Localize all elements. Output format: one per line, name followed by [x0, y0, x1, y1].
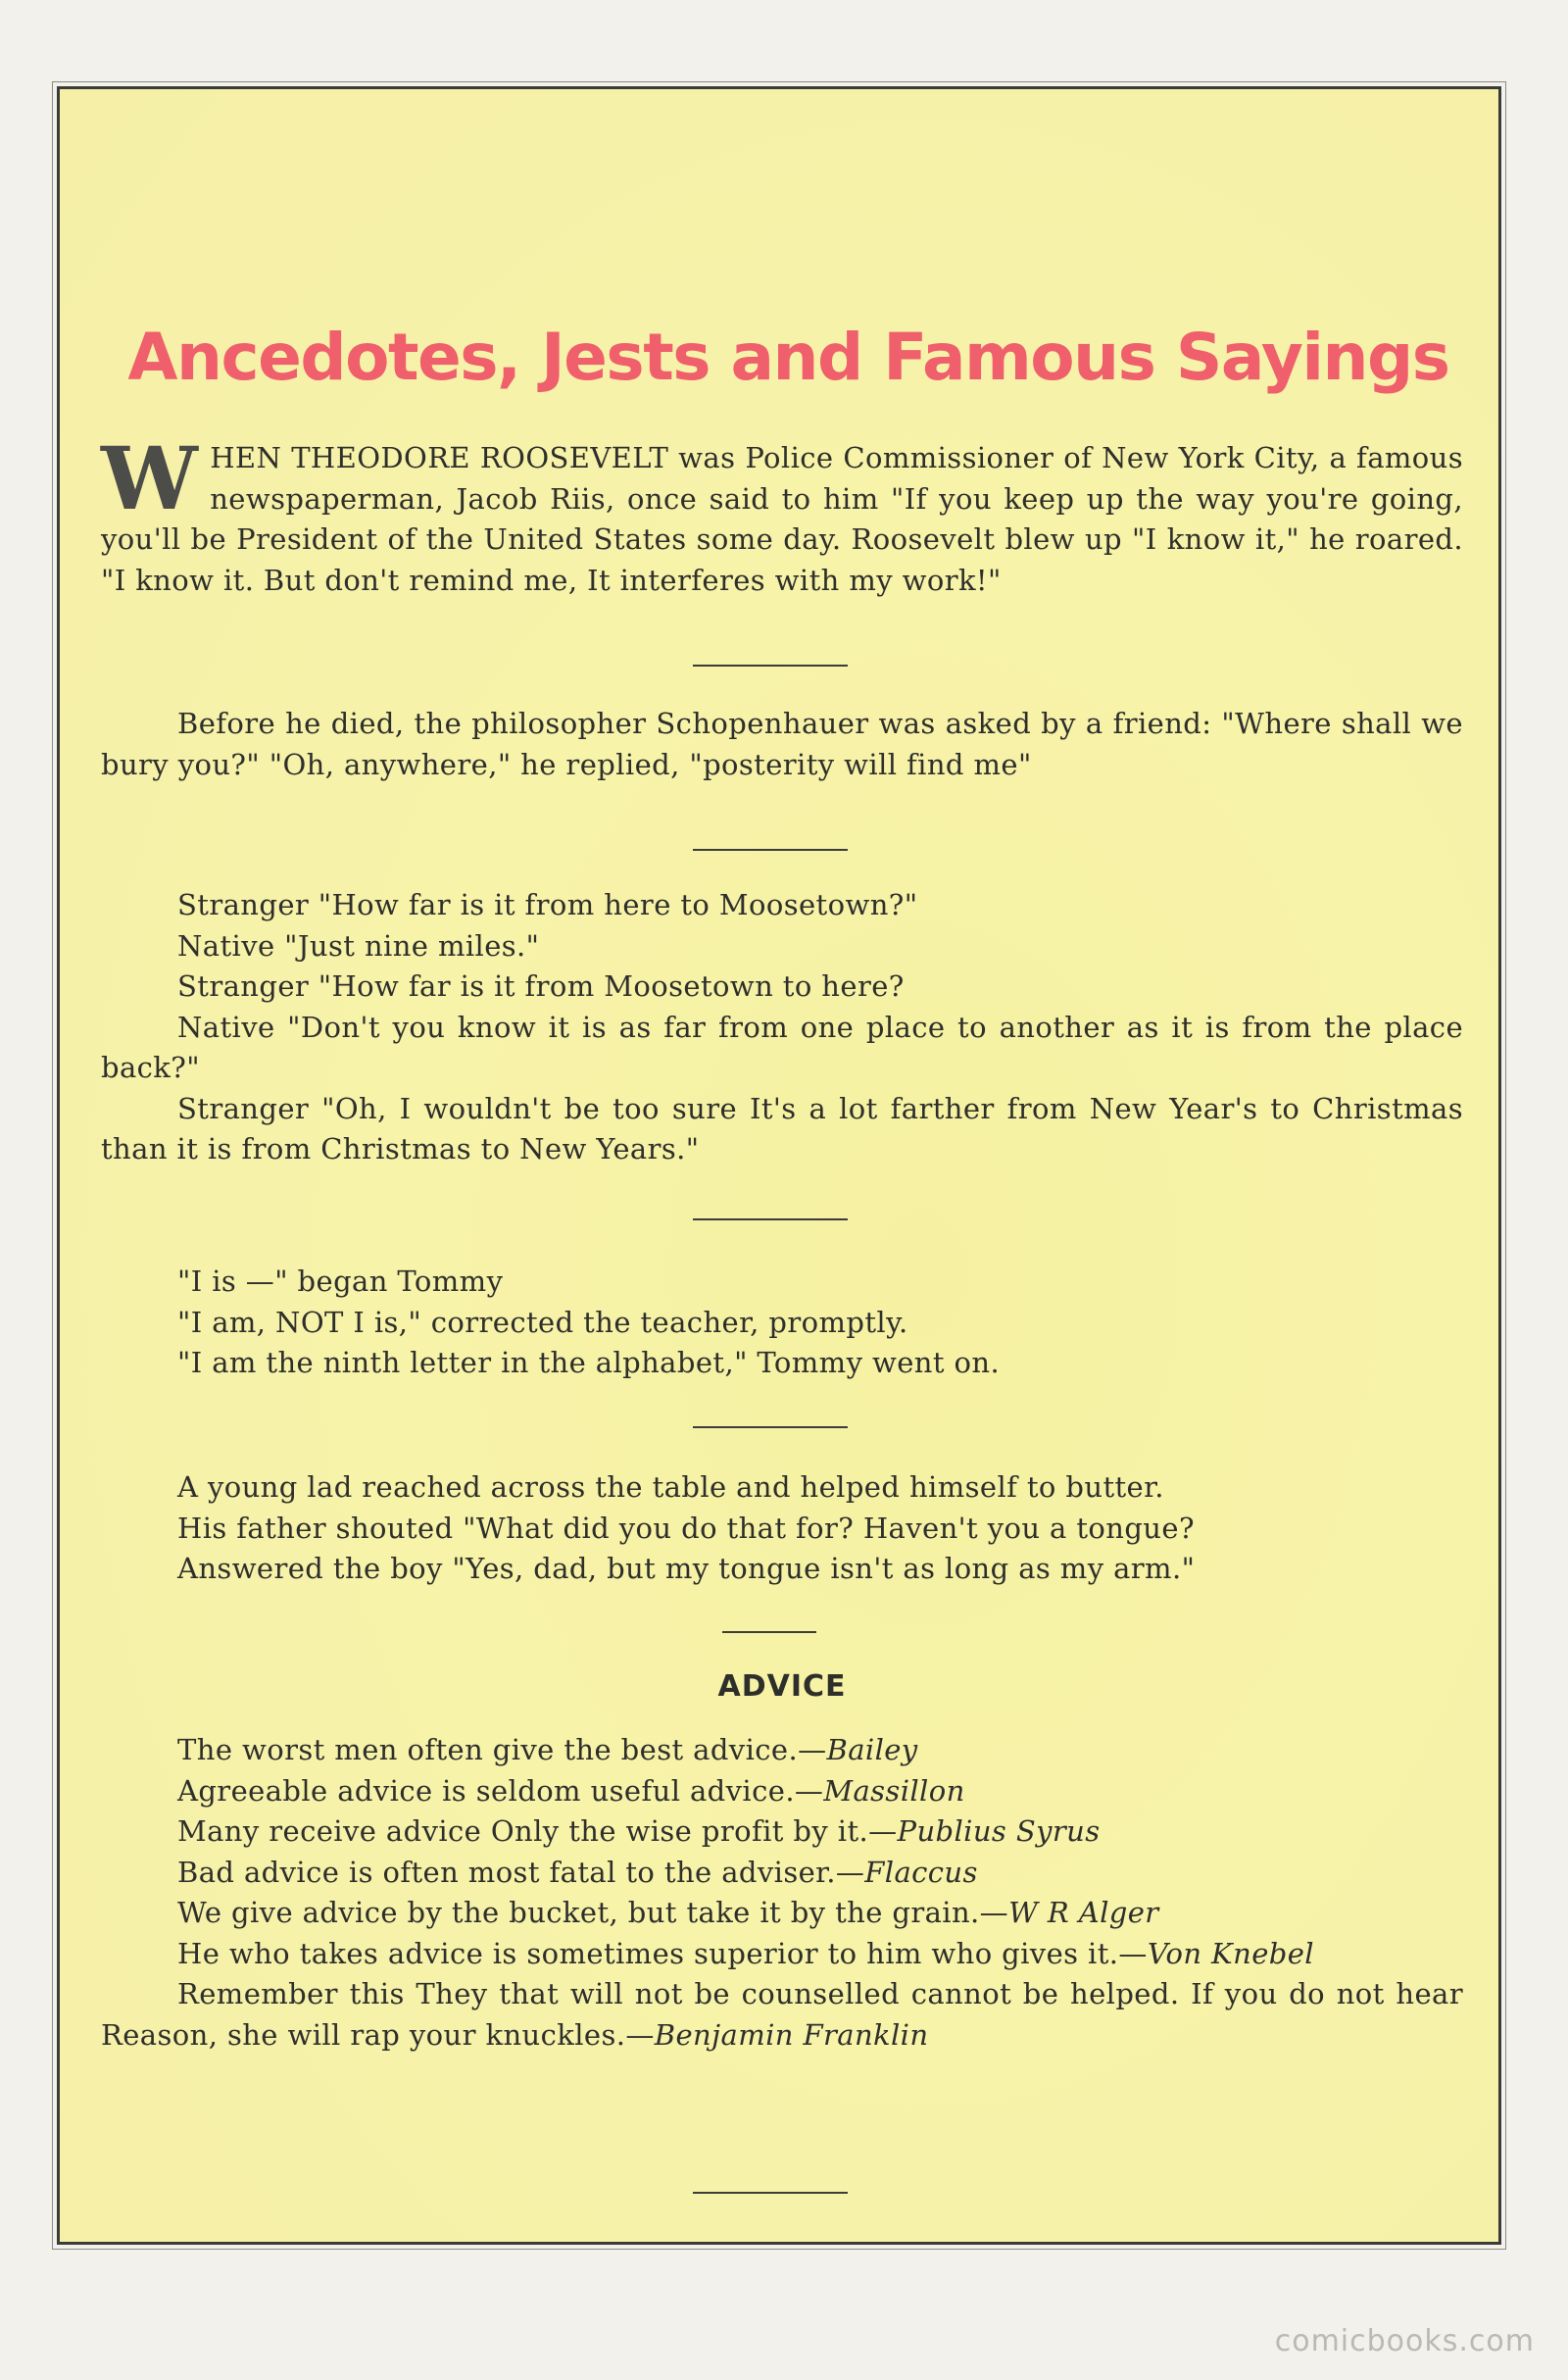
section-divider [722, 1631, 816, 1633]
schopenhauer-text: Before he died, the philosopher Schopenhauer was asked by a friend: "Where shall we bury you?" "Oh, anywhere," he replied, "posterity will find me" [101, 707, 1463, 781]
dialogue-line: Native "Don't you know it is as far from one place to another as it is from the place back?" [101, 1010, 1463, 1084]
section-divider [693, 665, 848, 667]
moosetown-dialogue [101, 885, 1463, 1170]
roosevelt-text: HEN THEODORE ROOSEVELT was Police Commissioner of New York City, a famous newspaperman, Jacob Riis, once said to him "If you keep up the way you're going, you'll be President of the United States some day. Roosevelt blew up "I know it," he roared. "I know it. But don't remind me, It interferes with my work!" [101, 441, 1463, 597]
advice-quotes [101, 1730, 1463, 2056]
section-divider [693, 2192, 848, 2194]
section-divider [693, 1426, 848, 1428]
watermark: comicbooks.com [1274, 2324, 1535, 2358]
advice-heading: ADVICE [717, 1669, 847, 1704]
story-panel [57, 86, 1501, 2245]
advice-quote: Agreeable advice is seldom useful advice.—Massillon [177, 1773, 965, 1808]
advice-quote: Remember this They that will not be counselled cannot be helped. If you do not hear Reason, she will rap your knuckles.—Benjamin Franklin [101, 1977, 1463, 2052]
advice-quote: Bad advice is often most fatal to the adviser.—Flaccus [177, 1855, 978, 1889]
advice-quote: The worst men often give the best advice.—Bailey [177, 1733, 918, 1766]
quote-author: Massillon [823, 1773, 965, 1808]
schopenhauer-anecdote [101, 704, 1463, 785]
joke-line: Answered the boy "Yes, dad, but my tongue isn't as long as my arm." [177, 1552, 1196, 1585]
roosevelt-anecdote [101, 427, 1463, 601]
joke-line: "I am, NOT I is," corrected the teacher, promptly. [177, 1305, 908, 1339]
joke-line: "I am the ninth letter in the alphabet," Tommy went on. [177, 1346, 1001, 1379]
dialogue-line: Stranger "How far is it from here to Moosetown?" [177, 888, 918, 921]
quote-author: Von Knebel [1147, 1936, 1314, 1970]
drop-cap: W [101, 427, 199, 529]
quote-author: Flaccus [864, 1855, 978, 1889]
joke-line: A young lad reached across the table and helped himself to butter. [177, 1470, 1164, 1504]
section-divider [693, 849, 848, 851]
advice-quote: We give advice by the bucket, but take it by the grain.—W R Alger [177, 1896, 1159, 1929]
quote-author: Benjamin Franklin [654, 2017, 929, 2052]
tommy-joke [101, 1262, 1463, 1384]
dialogue-line: Native "Just nine miles." [177, 928, 540, 963]
page-title: Ancedotes, Jests and Famous Sayings [127, 320, 1449, 395]
quote-author: Bailey [826, 1733, 918, 1766]
butter-joke [101, 1467, 1463, 1590]
advice-quote: He who takes advice is sometimes superior to him who gives it.—Von Knebel [177, 1936, 1314, 1970]
section-divider [693, 1218, 848, 1220]
dialogue-line: Stranger "Oh, I wouldn't be too sure It's a lot farther from New Year's to Christmas than it is from Christmas to New Years." [101, 1091, 1463, 1165]
dialogue-line: Stranger "How far is it from Moosetown to here? [177, 969, 905, 1003]
quote-author: W R Alger [1008, 1896, 1159, 1929]
joke-line: "I is —" began Tommy [177, 1264, 504, 1298]
quote-author: Publius Syrus [897, 1814, 1101, 1848]
advice-quote: Many receive advice Only the wise profit by it.—Publius Syrus [177, 1814, 1101, 1848]
joke-line: His father shouted "What did you do that for? Haven't you a tongue? [177, 1511, 1195, 1545]
